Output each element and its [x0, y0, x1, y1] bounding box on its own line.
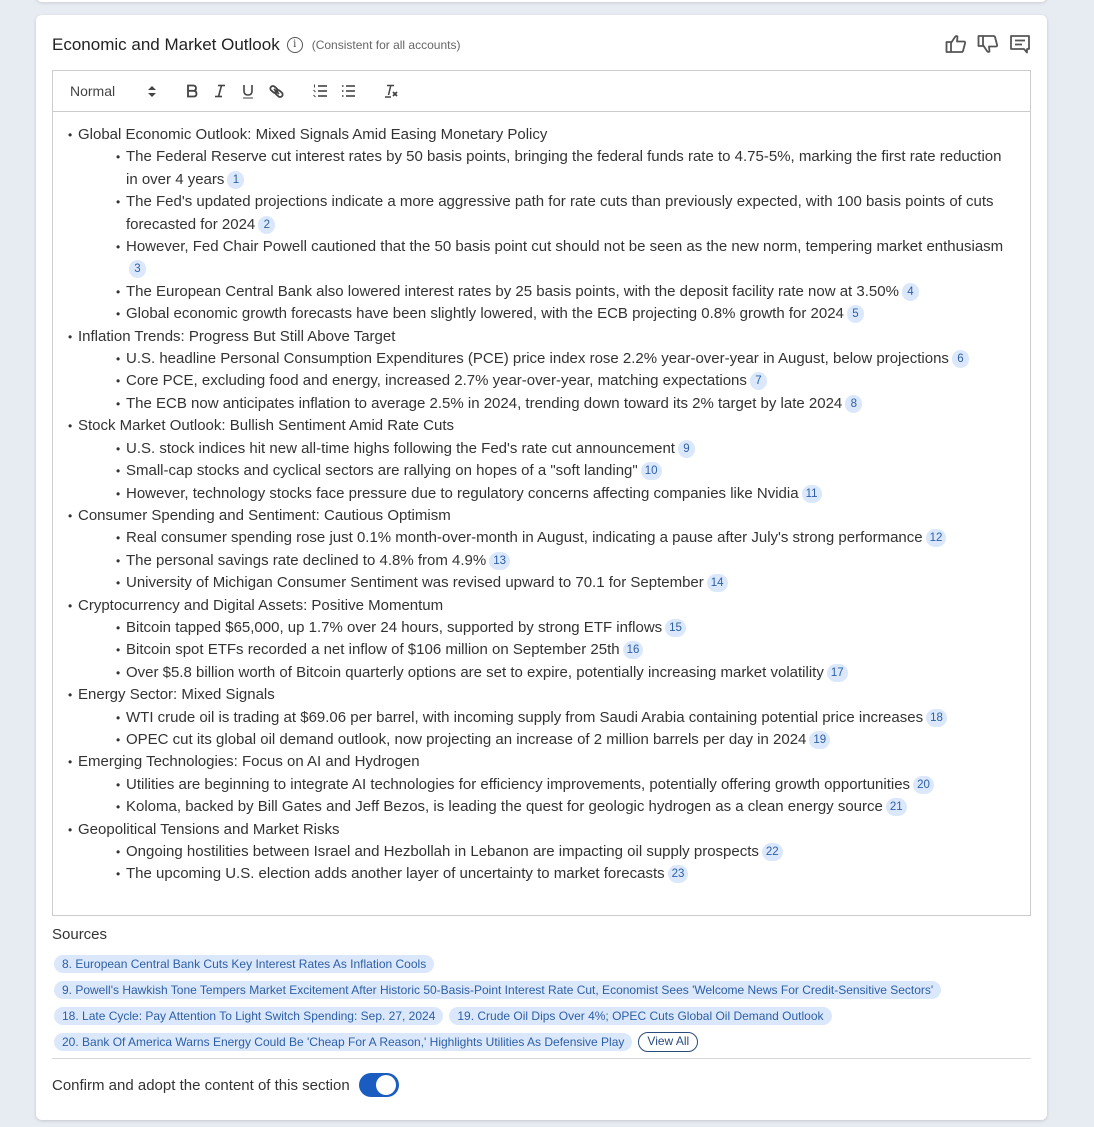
topic-inflation-trends: • Inflation Trends: Progress But Still Above Target • U.S. headline Personal Consumption Expenditures (PCE) price index rose 2.2% year-over-year in August, below projections 6 • Core PCE, excluding food and energy, increased 2.7% year-over-year, matching expectations 7 • The ECB now anticipates inflation to average 2.5% in 2024, trending down toward its 2% target by late 2024 8 [68, 326, 1030, 416]
topic-heading: Consumer Spending and Sentiment: Cautious Optimism [78, 506, 451, 524]
list-format-group [306, 79, 362, 103]
list-item: • WTI crude oil is trading at $69.06 per barrel, with incoming supply from Saudi Arabia containing potential price increases 18 [116, 707, 1030, 729]
list-item: • Over $5.8 billion worth of Bitcoin quarterly options are set to expire, potentially increasing market volatility 17 [116, 662, 1030, 684]
citation-badge[interactable]: 23 [668, 865, 689, 883]
bold-icon [185, 84, 199, 98]
underline-button[interactable] [234, 79, 262, 103]
citation-badge[interactable]: 17 [827, 664, 848, 682]
topic-energy-sector: • Energy Sector: Mixed Signals • WTI crude oil is trading at $69.06 per barrel, with incoming supply from Saudi Arabia containing potential price increases 18 • OPEC cut its global oil demand outlook, now projecting an increase of 2 million barrels per day in 2024 19 [68, 684, 1030, 751]
list-item: • Bitcoin tapped $65,000, up 1.7% over 24 hours, supported by strong ETF inflows 15 [116, 617, 1030, 639]
list-item: • Ongoing hostilities between Israel and Hezbollah in Lebanon are impacting oil supply prospects 22 [116, 841, 1030, 863]
list-item: • Real consumer spending rose just 0.1% month-over-month in August, indicating a pause after July's strong performance 12 [116, 527, 1030, 549]
topic-heading: Cryptocurrency and Digital Assets: Positive Momentum [78, 596, 444, 614]
clear-format-button[interactable] [378, 79, 406, 103]
citation-badge[interactable]: 20 [913, 776, 934, 794]
citation-badge[interactable]: 12 [926, 529, 947, 547]
clear-format-group [378, 79, 406, 103]
citation-badge[interactable]: 18 [926, 709, 947, 727]
confirm-row [52, 1073, 399, 1097]
view-all-button[interactable]: View All [638, 1032, 698, 1052]
feedback-actions [945, 33, 1031, 55]
list-item: • The Fed's updated projections indicate a more aggressive path for rate cuts than previously expected, with 100 basis points of cuts forecasted for 2024 2 [116, 193, 994, 233]
topic-heading: Emerging Technologies: Focus on AI and Hydrogen [78, 753, 420, 771]
list-item: • Core PCE, excluding food and energy, increased 2.7% year-over-year, matching expectations 7 [116, 370, 1030, 392]
citation-badge[interactable]: 19 [809, 731, 830, 749]
previous-card-edge [36, 0, 1047, 2]
outlook-section-card [36, 15, 1047, 1120]
citation-badge[interactable]: 14 [707, 574, 728, 592]
list-item: • OPEC cut its global oil demand outlook, now projecting an increase of 2 million barrels per day in 2024 19 [116, 729, 1030, 751]
citation-badge[interactable]: 15 [665, 619, 686, 637]
citation-badge[interactable]: 21 [886, 798, 907, 816]
citation-badge[interactable]: 8 [845, 395, 862, 413]
section-title: Economic and Market Outlook [52, 35, 280, 54]
list-item: • However, Fed Chair Powell cautioned that the 50 basis point cut should not be seen as the new norm, tempering market enthusiasm3 [116, 236, 1030, 281]
topic-heading: Global Economic Outlook: Mixed Signals Amid Easing Monetary Policy [78, 126, 548, 143]
citation-badge[interactable]: 4 [902, 283, 919, 301]
source-chip[interactable]: 20. Bank Of America Warns Energy Could Be 'Cheap For A Reason,' Highlights Utilities As Defensive Play [54, 1033, 632, 1051]
clear-format-icon [384, 84, 400, 98]
format-select-value: Normal [70, 83, 116, 99]
list-item: • University of Michigan Consumer Sentiment was revised upward to 70.1 for September 14 [116, 572, 1030, 594]
outline-list [68, 124, 1030, 886]
topic-global-economic-outlook: • Global Economic Outlook: Mixed Signals Amid Easing Monetary Policy • The Federal Reserve cut interest rates by 50 basis points, bringing the federal funds rate to 4.75-5%, marking the first rate reduction in over 4 years 1 • The Fed's updated projections indicate a more aggressive path for rate cuts than previously expected, with 100 basis points of cuts forecasted for 2024 2 • However, Fed Chair Powell cautioned that the 50 basis point cut should not be seen as the new norm, tempering market enthusiasm3 • The European Central Bank also lowered interest rates by 25 basis points, with the deposit facility rate now at 3.50% 4 • Global economic growth forecasts have been slightly lowered, with the ECB projecting 0.8% growth for 2024 5 [68, 124, 1030, 326]
format-select[interactable] [70, 80, 156, 102]
list-item: • The European Central Bank also lowered interest rates by 25 basis points, with the deposit facility rate now at 3.50% 4 [116, 281, 1030, 303]
ordered-list-icon [313, 84, 328, 98]
source-chip[interactable]: 19. Crude Oil Dips Over 4%; OPEC Cuts Global Oil Demand Outlook [449, 1007, 831, 1025]
italic-icon [213, 84, 227, 98]
topic-consumer-spending: • Consumer Spending and Sentiment: Cautious Optimism • Real consumer spending rose just 0.1% month-over-month in August, indicating a pause after July's strong performance 12 • The personal savings rate declined to 4.8% from 4.9% 13 • University of Michigan Consumer Sentiment was revised upward to 70.1 for September 14 [68, 505, 1030, 595]
topic-emerging-technologies: • Emerging Technologies: Focus on AI and Hydrogen • Utilities are beginning to integrate AI technologies for efficiency improvements, potentially offering growth opportunities 20 • Koloma, backed by Bill Gates and Jeff Bezos, is leading the quest for geologic hydrogen as a clean energy source 21 [68, 751, 1030, 818]
citation-badge[interactable]: 3 [129, 260, 146, 278]
bullet-list-button[interactable] [334, 79, 362, 103]
select-arrows-icon [148, 86, 156, 97]
topic-heading: Inflation Trends: Progress But Still Above Target [78, 327, 396, 345]
list-item: • The Federal Reserve cut interest rates by 50 basis points, bringing the federal funds rate to 4.75-5%, marking the first rate reduction in over 4 years 1 [116, 148, 1002, 188]
citation-badge[interactable]: 10 [641, 462, 662, 480]
sources-list [54, 955, 1014, 1052]
list-item: • U.S. headline Personal Consumption Expenditures (PCE) price index rose 2.2% year-over-year in August, below projections 6 [116, 348, 1030, 370]
thumbs-down-icon [977, 34, 999, 54]
section-subtitle: (Consistent for all accounts) [311, 38, 461, 52]
topic-cryptocurrency: • Cryptocurrency and Digital Assets: Positive Momentum • Bitcoin tapped $65,000, up 1.7% over 24 hours, supported by strong ETF inflows 15 • Bitcoin spot ETFs recorded a net inflow of $106 million on September 25th 16 • Over $5.8 billion worth of Bitcoin quarterly options are set to expire, potentially increasing market volatility 17 [68, 595, 1030, 685]
bullet-list-icon [341, 84, 356, 98]
thumbs-up-button[interactable] [945, 33, 967, 55]
topic-heading: Geopolitical Tensions and Market Risks [78, 820, 340, 838]
list-item: • Utilities are beginning to integrate AI technologies for efficiency improvements, potentially offering growth opportunities 20 [116, 774, 1030, 796]
toggle-knob [376, 1075, 396, 1095]
ordered-list-button[interactable] [306, 79, 334, 103]
editor-toolbar [53, 71, 1030, 112]
list-item: • Small-cap stocks and cyclical sectors are rallying on hopes of a "soft landing" 10 [116, 460, 1030, 482]
inline-format-group [178, 79, 290, 103]
citation-badge[interactable]: 13 [489, 552, 510, 570]
italic-button[interactable] [206, 79, 234, 103]
underline-icon [241, 84, 255, 99]
list-item: • Koloma, backed by Bill Gates and Jeff Bezos, is leading the quest for geologic hydrogen as a clean energy source 21 [116, 796, 1030, 818]
topic-heading: Stock Market Outlook: Bullish Sentiment Amid Rate Cuts [78, 417, 454, 435]
section-header [52, 33, 1031, 57]
list-item: • The personal savings rate declined to 4.8% from 4.9% 13 [116, 550, 1030, 572]
confirm-label: Confirm and adopt the content of this section [52, 1076, 350, 1094]
list-item: • U.S. stock indices hit new all-time highs following the Fed's rate cut announcement 9 [116, 438, 1030, 460]
source-chip[interactable]: 8. European Central Bank Cuts Key Interest Rates As Inflation Cools [54, 955, 434, 973]
rich-text-editor [52, 70, 1031, 916]
sources-label: Sources [52, 926, 108, 943]
list-item: • The upcoming U.S. election adds another layer of uncertainty to market forecasts 23 [116, 863, 1030, 885]
citation-badge[interactable]: 7 [750, 372, 767, 390]
bold-button[interactable] [178, 79, 206, 103]
list-item: • However, technology stocks face pressure due to regulatory concerns affecting companies like Nvidia 11 [116, 483, 1030, 505]
list-item: • The ECB now anticipates inflation to average 2.5% in 2024, trending down toward its 2% target by late 2024 8 [116, 393, 1030, 415]
citation-badge[interactable]: 22 [762, 843, 783, 861]
topic-heading: Energy Sector: Mixed Signals [78, 686, 275, 704]
comment-button[interactable] [1009, 33, 1031, 55]
citation-badge[interactable]: 9 [678, 440, 695, 458]
divider [52, 1058, 1031, 1059]
topic-geopolitical-tensions: • Geopolitical Tensions and Market Risks • Ongoing hostilities between Israel and Hezbollah in Lebanon are impacting oil supply prospects 22 • The upcoming U.S. election adds another layer of uncertainty to market forecasts 23 [68, 819, 1030, 886]
list-item: • Bitcoin spot ETFs recorded a net inflow of $106 million on September 25th 16 [116, 639, 1030, 661]
link-icon [269, 84, 284, 99]
editor-content[interactable] [53, 112, 1030, 886]
thumbs-up-icon [945, 34, 967, 54]
source-chip[interactable]: 9. Powell's Hawkish Tone Tempers Market Excitement After Historic 50-Basis-Point Interest Rate Cut, Economist Sees 'Welcome News For Credit-Sensitive Sectors' [54, 981, 941, 999]
citation-badge[interactable]: 16 [623, 641, 644, 659]
topic-stock-market-outlook: • Stock Market Outlook: Bullish Sentiment Amid Rate Cuts • U.S. stock indices hit new all-time highs following the Fed's rate cut announcement 9 • Small-cap stocks and cyclical sectors are rallying on hopes of a "soft landing" 10 • However, technology stocks face pressure due to regulatory concerns affecting companies like Nvidia 11 [68, 415, 1030, 505]
info-icon[interactable]: i [287, 37, 303, 53]
citation-badge[interactable]: 5 [847, 305, 864, 323]
citation-badge[interactable]: 1 [227, 171, 244, 189]
citation-badge[interactable]: 2 [258, 216, 275, 234]
citation-badge[interactable]: 6 [952, 350, 969, 368]
source-chip[interactable]: 18. Late Cycle: Pay Attention To Light Switch Spending: Sep. 27, 2024 [54, 1007, 443, 1025]
citation-badge[interactable]: 11 [802, 485, 822, 503]
confirm-toggle[interactable] [359, 1073, 399, 1097]
list-item: • Global economic growth forecasts have been slightly lowered, with the ECB projecting 0.8% growth for 2024 5 [116, 303, 1030, 325]
link-button[interactable] [262, 79, 290, 103]
thumbs-down-button[interactable] [977, 33, 999, 55]
comment-icon [1009, 34, 1031, 54]
